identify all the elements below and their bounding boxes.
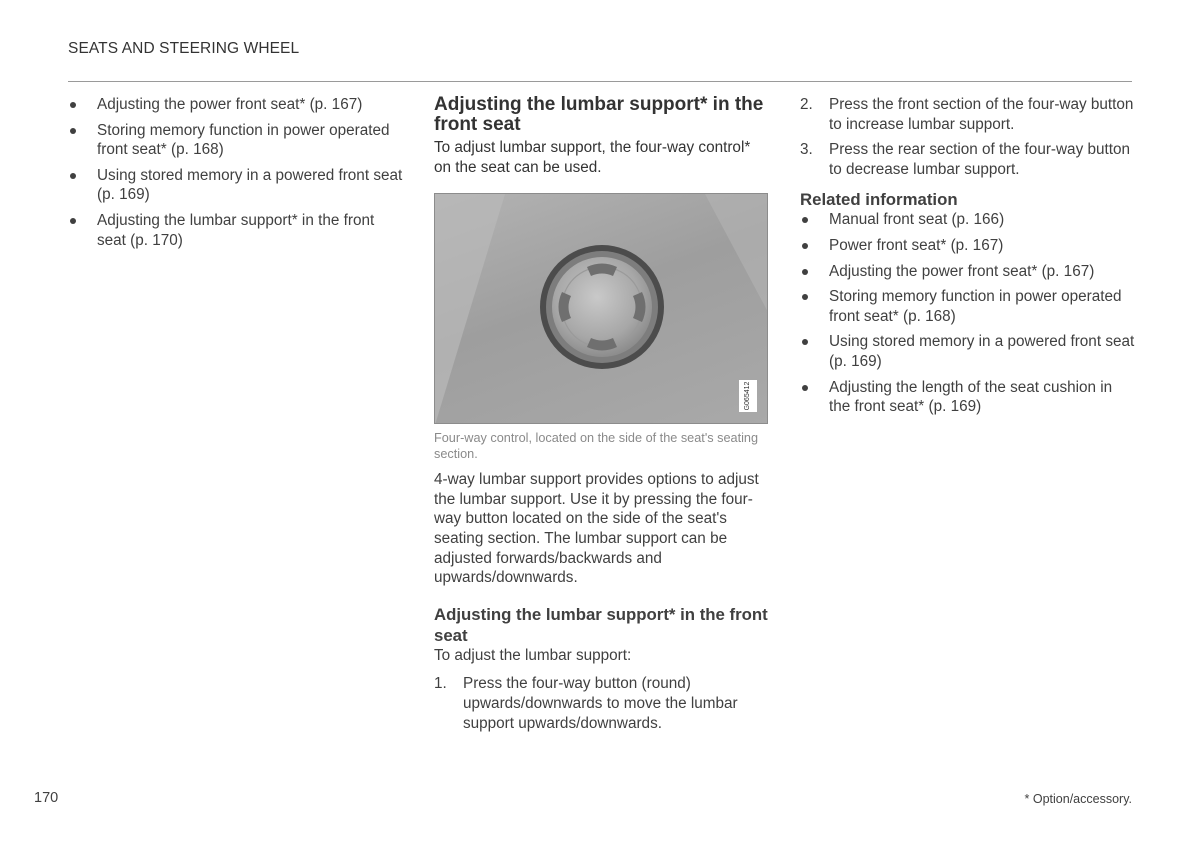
- bullet-icon: [802, 243, 808, 249]
- header-rule: [68, 81, 1132, 82]
- steps-list: [434, 674, 768, 733]
- bullet-icon: [70, 102, 76, 108]
- bullet-icon: [802, 217, 808, 223]
- step-text: Press the rear section of the four-way button to decrease lumbar support.: [829, 141, 1130, 178]
- bullet-icon: [70, 173, 76, 179]
- related-links-list: [68, 95, 403, 250]
- list-item[interactable]: [800, 210, 1135, 230]
- list-item[interactable]: [800, 332, 1135, 371]
- step-item: [434, 674, 768, 733]
- bullet-icon: [70, 128, 76, 134]
- figure-code-label: [739, 380, 757, 412]
- column-left: [68, 95, 403, 256]
- link-text[interactable]: Adjusting the lumbar support* in the front seat (p. 170): [97, 211, 375, 249]
- figure-caption: Four-way control, located on the side of the seat's seating section.: [434, 431, 759, 462]
- list-item[interactable]: [800, 378, 1135, 417]
- step-item: [800, 140, 1135, 179]
- bullet-icon: [802, 385, 808, 391]
- link-text[interactable]: Storing memory function in power operated front seat* (p. 168): [97, 121, 390, 159]
- sub-heading: Adjusting the lumbar support* in the front seat: [434, 604, 768, 645]
- link-text[interactable]: Using stored memory in a powered front seat (p. 169): [829, 333, 1135, 370]
- section-title: SEATS AND STEERING WHEEL: [68, 40, 300, 57]
- link-text[interactable]: Adjusting the length of the seat cushion in the front seat* (p. 169): [829, 378, 1113, 416]
- link-text[interactable]: Adjusting the power front seat* (p. 167): [829, 262, 1095, 280]
- list-item[interactable]: [800, 287, 1135, 326]
- link-text[interactable]: Using stored memory in a powered front seat (p. 169): [97, 166, 403, 204]
- list-item[interactable]: [800, 236, 1135, 256]
- main-heading: Adjusting the lumbar support* in the front seat: [434, 94, 764, 135]
- link-text[interactable]: Adjusting the power front seat* (p. 167): [97, 96, 363, 113]
- bullet-icon: [802, 339, 808, 345]
- list-item[interactable]: [68, 166, 403, 205]
- column-right: [800, 95, 1135, 423]
- list-item[interactable]: [68, 95, 403, 115]
- four-way-control-figure: [434, 193, 768, 424]
- page-number: 170: [34, 790, 59, 806]
- four-way-control-illustration: [435, 194, 768, 424]
- link-text[interactable]: Manual front seat (p. 166): [829, 211, 1005, 229]
- figure-code-text: G065412: [744, 381, 752, 411]
- step-text: Press the four-way button (round) upwards/downwards to move the lumbar support upwards/downwards.: [463, 675, 738, 732]
- bullet-icon: [70, 218, 76, 224]
- link-text[interactable]: Power front seat* (p. 167): [829, 236, 1004, 254]
- step-item: [800, 95, 1135, 134]
- list-item[interactable]: [800, 262, 1135, 282]
- step-number: 3.: [800, 141, 813, 159]
- link-text[interactable]: Storing memory function in power operated front seat* (p. 168): [829, 288, 1122, 325]
- related-information-heading: Related information: [800, 190, 958, 210]
- column-middle: [434, 95, 768, 739]
- step-number: 1.: [434, 675, 447, 693]
- body-paragraph: 4-way lumbar support provides options to adjust the lumbar support. Use it by pressing the four-way button located on the side of the seat's seating section. The lumbar support can be adjusted forwards/backwards and upwards/downwards.: [434, 471, 759, 587]
- bullet-icon: [802, 269, 808, 275]
- related-information-list: [800, 210, 1135, 416]
- step-text: Press the front section of the four-way button to increase lumbar support.: [829, 96, 1134, 133]
- step-number: 2.: [800, 96, 813, 113]
- list-item[interactable]: [68, 121, 403, 160]
- footnote: * Option/accessory.: [1024, 792, 1132, 806]
- list-item[interactable]: [68, 211, 403, 250]
- intro-text: To adjust lumbar support, the four-way control* on the seat can be used.: [434, 139, 751, 176]
- sub-intro: To adjust the lumbar support:: [434, 646, 632, 664]
- steps-list-continued: [800, 95, 1135, 179]
- bullet-icon: [802, 294, 808, 300]
